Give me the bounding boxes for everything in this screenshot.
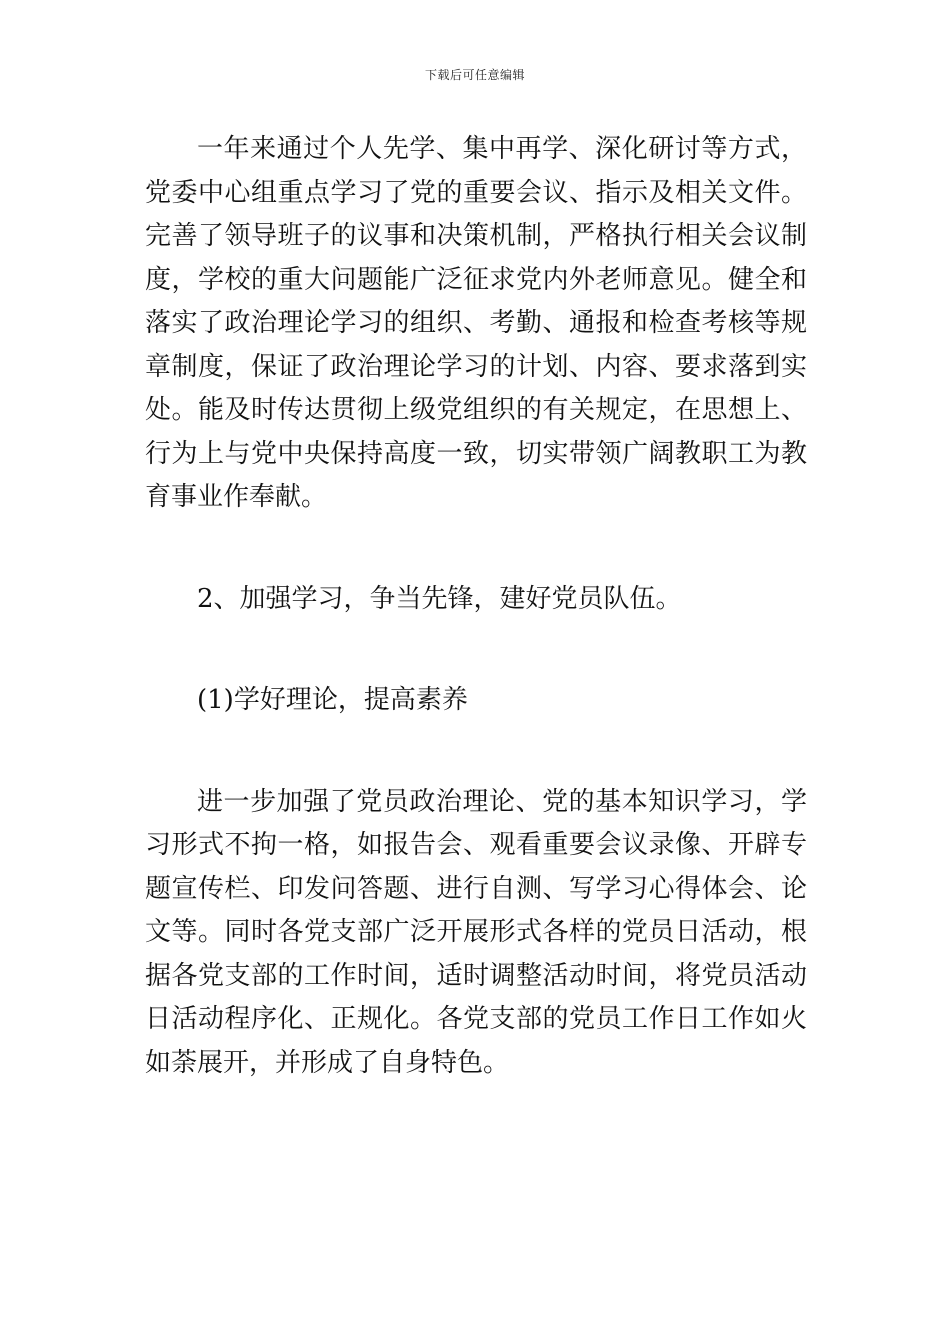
section-heading-2: 2、加强学习，争当先锋，建好党员队伍。 (197, 583, 682, 614)
header-note: 下载后可任意编辑 (424, 68, 525, 82)
subsection-heading-1: (1)学好理论，提高素养 (197, 685, 468, 715)
paragraph-party-committee-study: 一年来通过个人先学、集中再学、深化研讨等方式，党委中心组重点学习了党的重要会议、指示及相关文件。完善了领导班子的议事和决策机制，严格执行相关会议制度，学校的重大问题能广泛征求党内外老师意见。健全和落实了政治理论学习的组织、考勤、通报和检查考核等规章制度，保证了政治理论学习的计划、内容、要求落到实处。能及时传达贯彻上级党组织的有关规定，在思想上、行为上与党中央保持高度一致，切实带领广阔教职工为教育事业作奉献。 (145, 134, 807, 512)
document-body (145, 128, 807, 1085)
paragraph-member-study: 进一步加强了党员政治理论、党的基本知识学习，学习形式不拘一格，如报告会、观看重要会议录像、开辟专题宣传栏、印发问答题、进行自测、写学习心得体会、论文等。同时各党支部广泛开展形式各样的党员日活动，根据各党支部的工作时间，适时调整活动时间，将党员活动日活动程序化、正规化。各党支部的党员工作日工作如火如荼展开，并形成了自身特色。 (145, 786, 807, 1078)
